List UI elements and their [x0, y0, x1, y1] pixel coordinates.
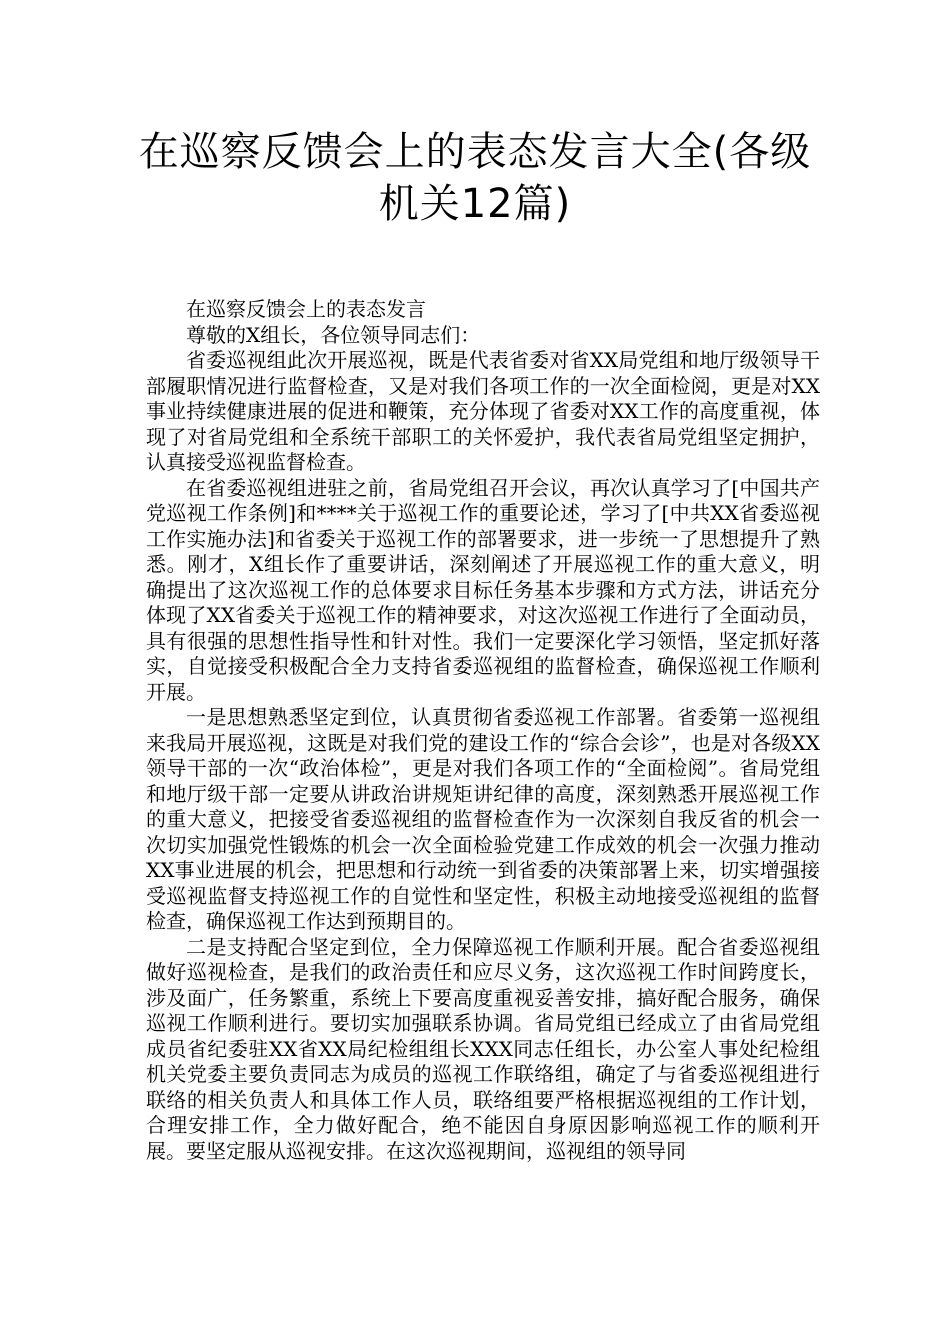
paragraph: 二是支持配合坚定到位，全力保障巡视工作顺利开展。配合省委巡视组做好巡视检查，是我们的政治责任和应尽义务，这次巡视工作时间跨度长，涉及面广，任务繁重，系统上下要高度重视妥善安排，搞好配合服务，确保巡视工作顺利进行。要切实加强联系协调。省局党组已经成立了由省局党组成员省纪委驻XX省XX局纪检组组长XXX同志任组长，办公室人事处纪检组机关党委主要负责同志为成员的巡视工作联络组，确定了与省委巡视组进行联络的相关负责人和具体工作人员，联络组要严格根据巡视组的工作计划，合理安排工作，全力做好配合，绝不能因自身原因影响巡视工作的顺利开展。要坚定服从巡视安排。在这次巡视期间，巡视组的领导同 — [146, 934, 820, 1163]
paragraph: 在省委巡视组进驻之前，省局党组召开会议，再次认真学习了[中国共产党巡视工作条例]和****关于巡视工作的重要论述，学习了[中共XX省委巡视工作实施办法]和省委关于巡视工作的部署要求，进一步统一了思想提升了熟悉。刚才，X组长作了重要讲话，深刻阐述了开展巡视工作的重大意义，明确提出了这次巡视工作的总体要求目标任务基本步骤和方式方法，讲话充分体现了XX省委关于巡视工作的精神要求，对这次巡视工作进行了全面动员，具有很强的思想性指导性和针对性。我们一定要深化学习领悟，坚定抓好落实，自觉接受积极配合全力支持省委巡视组的监督检查，确保巡视工作顺利开展。 — [146, 475, 820, 704]
paragraph-salutation: 尊敬的X组长，各位领导同志们： — [186, 322, 481, 347]
document-body — [146, 297, 820, 1164]
paragraph: 省委巡视组此次开展巡视，既是代表省委对省XX局党组和地厅级领导干部履职情况进行监督检查，又是对我们各项工作的一次全面检阅，更是对XX事业持续健康进展的促进和鞭策，充分体现了省委对XX工作的高度重视，体现了对省局党组和全系统干部职工的关怀爱护，我代表省局党组坚定拥护，认真接受巡视监督检查。 — [146, 348, 820, 474]
paragraph: 一是思想熟悉坚定到位，认真贯彻省委巡视工作部署。省委第一巡视组来我局开展巡视，这既是对我们党的建设工作的“综合会诊”，也是对各级XX领导干部的一次“政治体检”，更是对我们各项工作的“全面检阅”。省局党组和地厅级干部一定要从讲政治讲规矩讲纪律的高度，深刻熟悉开展巡视工作的重大意义，把接受省委巡视组的监督检查作为一次深刻自我反省的机会一次切实加强党性锻炼的机会一次全面检验党建工作成效的机会一次强力推动XX事业进展的机会，把思想和行动统一到省委的决策部署上来，切实增强接受巡视监督支持巡视工作的自觉性和坚定性，积极主动地接受巡视组的监督检查，确保巡视工作达到预期目的。 — [146, 705, 820, 933]
document-title: 在巡察反馈会上的表态发言大全(各级机关12篇) — [138, 129, 812, 227]
paragraph-heading: 在巡察反馈会上的表态发言 — [186, 297, 426, 321]
